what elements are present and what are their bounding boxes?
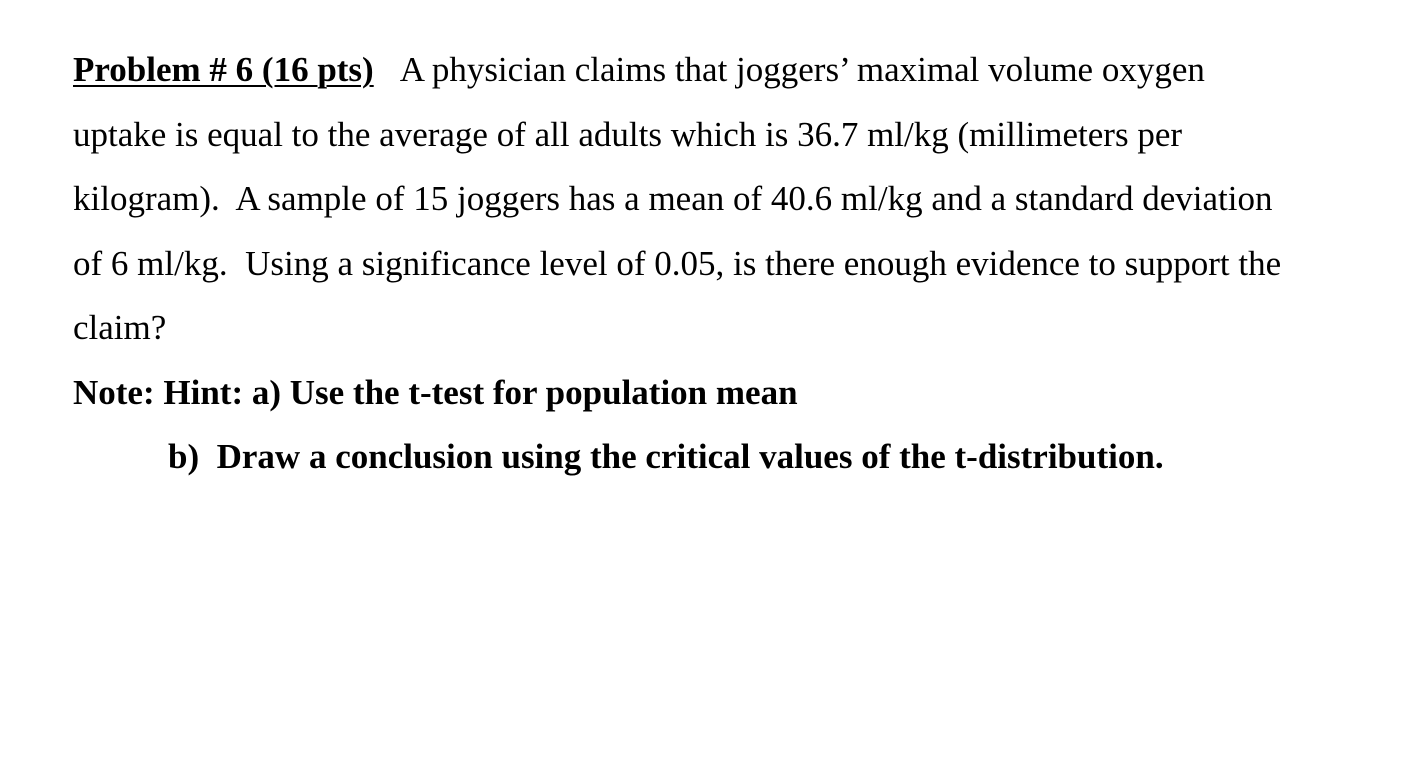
problem-text-line-4: of 6 ml/kg. Using a significance level of 0.05, is there enough evidence to support the: [73, 243, 1282, 283]
problem-text-line-1: A physician claims that joggers’ maximal volume oxygen: [399, 50, 1205, 89]
problem-text-line-3: kilogram). A sample of 15 joggers has a mean of 40.6 ml/kg and a standard deviation: [73, 179, 1273, 218]
note-hint-a: Note: Hint: a) Use the t-test for population mean: [73, 372, 798, 412]
problem-text-line-2: uptake is equal to the average of all adults which is 36.7 ml/kg (millimeters per: [73, 114, 1183, 154]
problem-document: [73, 38, 1373, 490]
note-hint-b: b) Draw a conclusion using the critical values of the t-distribution.: [168, 437, 1164, 476]
problem-line-1: [73, 38, 1373, 103]
problem-text-line-5: claim?: [73, 308, 167, 347]
problem-heading: Problem # 6 (16 pts): [73, 50, 374, 89]
